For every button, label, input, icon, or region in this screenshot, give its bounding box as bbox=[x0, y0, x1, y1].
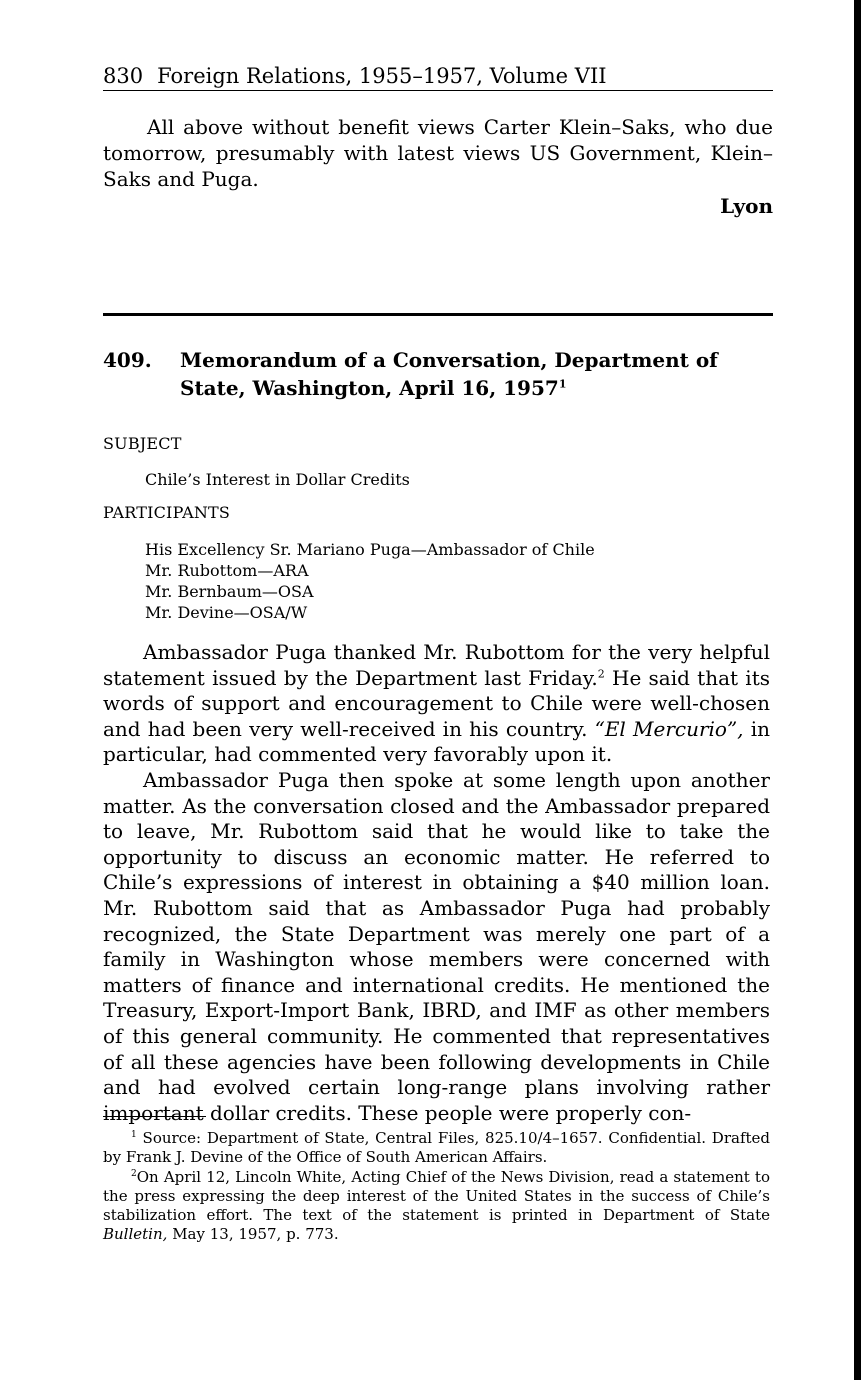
publication-name: Bulletin, bbox=[103, 1225, 168, 1244]
running-head bbox=[103, 62, 773, 91]
body-paragraph-2: Ambassador Puga then spoke at some length upon another matter. As the conversation closed and the Ambassador prepared to leave, Mr. Rubottom said that he would like to take the opportunity to discuss an economic matter. He referred to Chile’s expressions of interest in obtaining a $40 million loan. Mr. Rubottom said that as Ambassador Puga had probably recognized, the State Department was merely one part of a family in Washington whose members were concerned with matters of finance and international credits. He mentioned the Treasury, Export-Import Bank, IBRD, and IMF as other members of this general community. He commented that representatives of all these agencies have been following developments in Chile and had evolved certain long-range plans involving rather important dollar credits. These people were properly con- bbox=[103, 767, 770, 1125]
footnote-marker: 1 bbox=[131, 1130, 137, 1140]
subject-text: Chile’s Interest in Dollar Credits bbox=[145, 470, 410, 489]
footnote-marker: 2 bbox=[131, 1168, 137, 1179]
footnote-1 bbox=[103, 1129, 770, 1168]
section-divider bbox=[103, 313, 773, 316]
participant: Mr. Rubottom—ARA bbox=[145, 561, 309, 580]
participants-label: PARTICIPANTS bbox=[103, 503, 231, 522]
page-edge bbox=[854, 0, 861, 1380]
footnote-text: On April 12, Lincoln White, Acting Chief of the News Division, read a statement to the press expressing the deep interest of the United States in the success of Chile’s stabilization effort. The text of the statement is printed in Department of State bbox=[103, 1167, 770, 1225]
footnote-rule bbox=[103, 1116, 206, 1117]
page-number: 830 bbox=[103, 64, 144, 88]
footnote-ref-2: 2 bbox=[597, 666, 605, 680]
newspaper-name: “El Mercurio”, bbox=[594, 716, 744, 741]
participants-list bbox=[145, 539, 595, 623]
subject-label: SUBJECT bbox=[103, 434, 182, 453]
document-number: 409. bbox=[103, 348, 152, 372]
previous-document-closing-paragraph: All above without benefit views Carter Klein–Saks, who due tomorrow, presumably with latest views US Government, Klein–Saks and Puga. bbox=[103, 115, 773, 191]
footnote-ref-1: 1 bbox=[558, 377, 567, 391]
paragraph-text: in particular, had commented very favorably upon it. bbox=[103, 716, 770, 767]
paragraph-text: Ambassador Puga thanked Mr. Rubottom for the very helpful statement issued by the Department last Friday. bbox=[103, 640, 770, 690]
document-title-text: Memorandum of a Conversation, Department of State, Washington, April 16, 1957 bbox=[180, 348, 718, 400]
participant: Mr. Devine—OSA/W bbox=[145, 603, 308, 622]
paragraph-text: He said that its words of support and encouragement to Chile were well-chosen and had been very well-received in his country. bbox=[103, 665, 771, 741]
footnote-text: May 13, 1957, p. 773. bbox=[167, 1225, 339, 1244]
footnotes bbox=[103, 1129, 770, 1245]
participant: His Excellency Sr. Mariano Puga—Ambassador of Chile bbox=[145, 540, 595, 559]
signature: Lyon bbox=[720, 194, 773, 218]
footnote-2 bbox=[103, 1168, 770, 1245]
series-title: Foreign Relations, 1955–1957, Volume VII bbox=[157, 64, 607, 88]
memorandum-body bbox=[103, 640, 770, 1126]
footnote-text: Source: Department of State, Central Files, 825.10/4–1657. Confidential. Drafted by Frank J. Devine of the Office of South American Affairs. bbox=[103, 1129, 771, 1167]
document-title bbox=[180, 346, 770, 402]
body-paragraph-1 bbox=[103, 640, 770, 768]
participant: Mr. Bernbaum—OSA bbox=[145, 582, 314, 601]
